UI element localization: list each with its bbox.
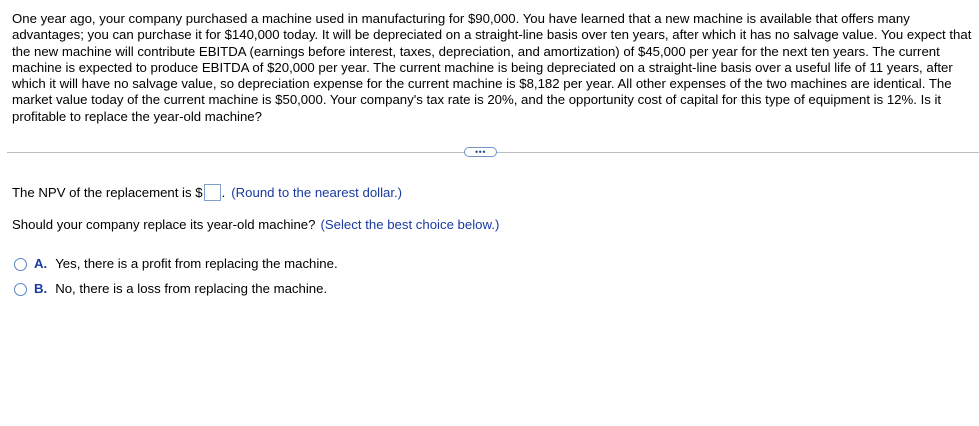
replace-select-hint: (Select the best choice below.) xyxy=(320,217,500,232)
replace-question xyxy=(12,217,499,233)
npv-period: . xyxy=(221,184,226,200)
npv-round-hint: (Round to the nearest dollar.) xyxy=(231,184,403,200)
choice-a[interactable] xyxy=(14,256,338,272)
question-text: One year ago, your company purchased a machine used in manufacturing for $90,000. You have learned that a new machine is available that offers many advantages; you can purchase it for $140,000 today. It will be depreciated on a straight-line basis over ten years, after which it has no salvage value. You expect that the new machine will contribute EBITDA (earnings before interest, taxes, depreciation, and amortization) of $45,000 per year for the next ten years. The current machine is expected to produce EBITDA of $20,000 per year. The current machine is being depreciated on a straight-line basis over a useful life of 11 years, after which it will have no salvage value, so depreciation expense for the current machine is $8,182 per year. All other expenses of the two machines are identical. The market value today of the current machine is $50,000. Your company's tax rate is 20%, and the opportunity cost of capital for this type of equipment is 12%. Is it profitable to replace the year-old machine? xyxy=(12,11,972,124)
npv-prompt: The NPV of the replacement is $ xyxy=(12,184,203,200)
replace-prompt: Should your company replace its year-old machine? xyxy=(12,217,316,232)
choice-a-radio[interactable] xyxy=(14,258,27,271)
choice-b-letter: B. xyxy=(34,281,48,296)
choice-a-letter: A. xyxy=(34,256,48,271)
expand-more-button[interactable]: ••• xyxy=(464,147,497,157)
choice-b-text: No, there is a loss from replacing the machine. xyxy=(55,281,328,296)
choice-b[interactable] xyxy=(14,281,327,297)
choice-b-radio[interactable] xyxy=(14,283,27,296)
npv-answer-line xyxy=(12,184,402,201)
npv-answer-input[interactable] xyxy=(205,185,220,200)
choice-a-text: Yes, there is a profit from replacing the machine. xyxy=(55,256,338,271)
npv-answer-box[interactable] xyxy=(204,184,221,201)
